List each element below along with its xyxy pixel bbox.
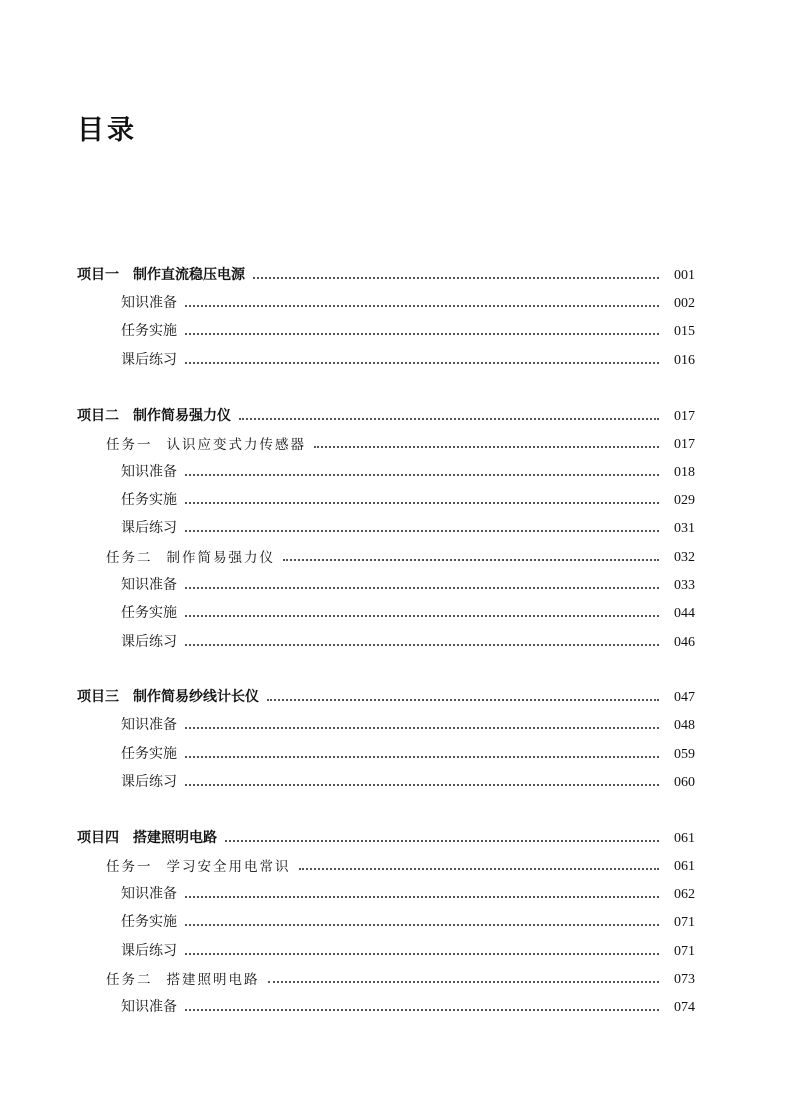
toc-entry-text: 搭建照明电路 bbox=[166, 972, 260, 988]
toc-entry-page-number: 002 bbox=[674, 296, 695, 311]
toc-entry-label bbox=[121, 631, 177, 651]
toc-entry-prefix: 项目四 bbox=[77, 830, 119, 846]
dot-leader bbox=[185, 362, 659, 364]
toc-entry-page-number: 073 bbox=[674, 972, 695, 987]
toc-entry-prefix: 任务一 bbox=[106, 859, 153, 875]
toc-entry-text: 认识应变式力传感器 bbox=[166, 437, 306, 453]
toc-entry-page-number: 031 bbox=[674, 521, 695, 536]
toc-entry-text: 知识准备 bbox=[121, 464, 177, 480]
toc-entry-page-number: 017 bbox=[674, 437, 695, 452]
toc-entry-text: 知识准备 bbox=[121, 295, 177, 311]
toc-entry-prefix: 项目一 bbox=[77, 267, 119, 283]
toc-entry-text: 课后练习 bbox=[121, 634, 177, 650]
toc-entry-label bbox=[121, 714, 177, 734]
dot-leader bbox=[185, 615, 659, 617]
toc-entry-label bbox=[106, 433, 306, 453]
toc-entry-label bbox=[121, 883, 177, 903]
dot-leader bbox=[185, 727, 659, 729]
toc-entry-label bbox=[121, 489, 177, 509]
toc-entry[interactable] bbox=[0, 347, 790, 369]
toc-entry-label bbox=[77, 405, 231, 425]
toc-entry-label bbox=[121, 911, 177, 931]
toc-entry-text: 任务实施 bbox=[121, 914, 177, 930]
toc-entry[interactable] bbox=[0, 403, 790, 425]
toc-entry-page-number: 016 bbox=[674, 353, 695, 368]
toc-entry-text: 知识准备 bbox=[121, 999, 177, 1015]
toc-entry-prefix: 项目二 bbox=[77, 408, 119, 424]
toc-entry-page-number: 029 bbox=[674, 493, 695, 508]
toc-entry[interactable] bbox=[0, 769, 790, 791]
dot-leader bbox=[185, 305, 659, 307]
toc-entry-label bbox=[77, 686, 259, 706]
toc-entry-text: 搭建照明电路 bbox=[133, 830, 217, 846]
toc-entry-label bbox=[121, 461, 177, 481]
toc-entry-text: 任务实施 bbox=[121, 492, 177, 508]
toc-entry-page-number: 071 bbox=[674, 944, 695, 959]
toc-entry-page-number: 032 bbox=[674, 550, 695, 565]
toc-entry-prefix: 任务二 bbox=[106, 972, 153, 988]
toc-entry-page-number: 018 bbox=[674, 465, 695, 480]
toc-entry[interactable] bbox=[0, 459, 790, 481]
dot-leader bbox=[283, 559, 659, 561]
toc-entry-label bbox=[121, 517, 177, 537]
toc-entry-label bbox=[77, 827, 217, 847]
toc-entry[interactable] bbox=[0, 966, 790, 988]
toc-entry-label bbox=[121, 743, 177, 763]
dot-leader bbox=[253, 277, 659, 279]
toc-entry-text: 课后练习 bbox=[121, 943, 177, 959]
toc-entry-text: 课后练习 bbox=[121, 352, 177, 368]
toc-entry-label bbox=[77, 264, 245, 284]
dot-leader bbox=[185, 896, 659, 898]
toc-entry-text: 任务实施 bbox=[121, 323, 177, 339]
toc-entry[interactable] bbox=[0, 853, 790, 875]
dot-leader bbox=[239, 418, 659, 420]
toc-entry[interactable] bbox=[0, 881, 790, 903]
toc-entry-text: 知识准备 bbox=[121, 886, 177, 902]
toc-entry-prefix: 任务二 bbox=[106, 550, 153, 566]
toc-entry-text: 制作直流稳压电源 bbox=[133, 267, 245, 283]
toc-entry-label bbox=[121, 996, 177, 1016]
toc-entry[interactable] bbox=[0, 487, 790, 509]
toc-entry-page-number: 001 bbox=[674, 268, 695, 283]
toc-entry-text: 任务实施 bbox=[121, 746, 177, 762]
toc-entry[interactable] bbox=[0, 684, 790, 706]
toc-entry-page-number: 047 bbox=[674, 690, 695, 705]
toc-entry-label bbox=[106, 855, 291, 875]
dot-leader bbox=[185, 530, 659, 532]
toc-entry-label bbox=[121, 940, 177, 960]
toc-entry[interactable] bbox=[0, 938, 790, 960]
toc-entry[interactable] bbox=[0, 909, 790, 931]
toc-entry[interactable] bbox=[0, 994, 790, 1016]
toc-entry-text: 学习安全用电常识 bbox=[166, 859, 291, 875]
dot-leader bbox=[185, 333, 659, 335]
toc-entry-text: 课后练习 bbox=[121, 774, 177, 790]
toc-entry-text: 知识准备 bbox=[121, 577, 177, 593]
toc-entry[interactable] bbox=[0, 431, 790, 453]
toc-entry-label bbox=[121, 602, 177, 622]
dot-leader bbox=[268, 981, 660, 983]
toc-entry-page-number: 059 bbox=[674, 747, 695, 762]
toc-entry[interactable] bbox=[0, 629, 790, 651]
toc-entry-text: 制作简易强力仪 bbox=[166, 550, 275, 566]
toc-entry[interactable] bbox=[0, 825, 790, 847]
toc-entry-label bbox=[121, 771, 177, 791]
toc-entry[interactable] bbox=[0, 290, 790, 312]
toc-entry[interactable] bbox=[0, 262, 790, 284]
toc-entry-page-number: 046 bbox=[674, 635, 695, 650]
toc-entry-label bbox=[106, 968, 260, 988]
dot-leader bbox=[314, 446, 659, 448]
toc-entry-page-number: 061 bbox=[674, 831, 695, 846]
toc-entry-label bbox=[121, 320, 177, 340]
toc-entry-label bbox=[121, 574, 177, 594]
dot-leader bbox=[299, 868, 660, 870]
toc-entry-text: 制作简易纱线计长仪 bbox=[133, 689, 259, 705]
toc-entry-page-number: 033 bbox=[674, 578, 695, 593]
toc-entry-label bbox=[106, 546, 275, 566]
toc-entry[interactable] bbox=[0, 318, 790, 340]
toc-entry[interactable] bbox=[0, 544, 790, 566]
dot-leader bbox=[225, 840, 659, 842]
toc-entry-label bbox=[121, 292, 177, 312]
toc-entry-page-number: 061 bbox=[674, 859, 695, 874]
dot-leader bbox=[185, 1009, 659, 1011]
dot-leader bbox=[185, 474, 659, 476]
toc-entry-page-number: 060 bbox=[674, 775, 695, 790]
dot-leader bbox=[185, 784, 659, 786]
toc-entry[interactable] bbox=[0, 712, 790, 734]
toc-entry-page-number: 048 bbox=[674, 718, 695, 733]
dot-leader bbox=[185, 756, 659, 758]
toc-entry-label bbox=[121, 349, 177, 369]
dot-leader bbox=[185, 953, 659, 955]
dot-leader bbox=[267, 699, 659, 701]
dot-leader bbox=[185, 502, 659, 504]
toc-entry-text: 制作简易强力仪 bbox=[133, 408, 231, 424]
toc-entry-page-number: 074 bbox=[674, 1000, 695, 1015]
toc-entry-page-number: 015 bbox=[674, 324, 695, 339]
dot-leader bbox=[185, 924, 659, 926]
toc-entry[interactable] bbox=[0, 741, 790, 763]
dot-leader bbox=[185, 644, 659, 646]
toc-entry-text: 知识准备 bbox=[121, 717, 177, 733]
toc-entry-page-number: 062 bbox=[674, 887, 695, 902]
toc-entry-prefix: 项目三 bbox=[77, 689, 119, 705]
toc-entry-text: 课后练习 bbox=[121, 520, 177, 536]
toc-entry-prefix: 任务一 bbox=[106, 437, 153, 453]
dot-leader bbox=[185, 587, 659, 589]
toc-entry-page-number: 017 bbox=[674, 409, 695, 424]
toc-entry[interactable] bbox=[0, 515, 790, 537]
toc-entry-page-number: 071 bbox=[674, 915, 695, 930]
toc-entry[interactable] bbox=[0, 572, 790, 594]
toc-entry-text: 任务实施 bbox=[121, 605, 177, 621]
toc-entry-page-number: 044 bbox=[674, 606, 695, 621]
toc-entry[interactable] bbox=[0, 600, 790, 622]
page-title: 目录 bbox=[77, 115, 137, 146]
